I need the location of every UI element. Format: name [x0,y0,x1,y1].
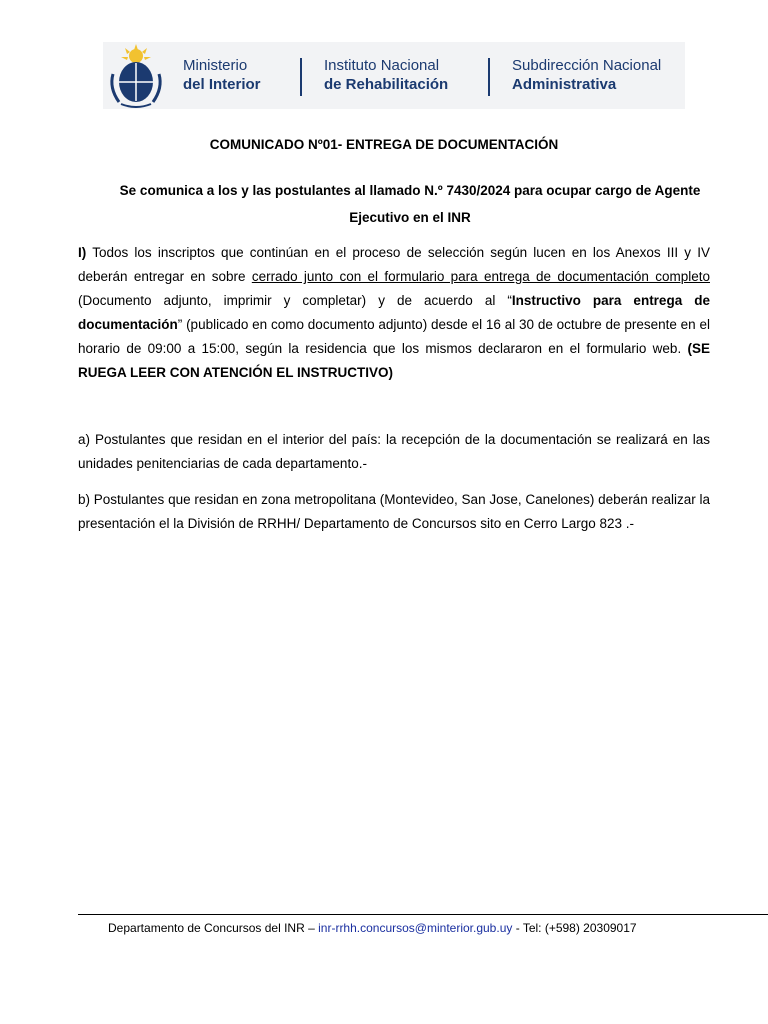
paragraph-3: b) Postulantes que residan en zona metropolitana (Montevideo, San Jose, Canelones) deberán realizar la presentación el la División de RRHH/ Departamento de Concursos sito en Cerro Largo 823 .- [78,492,710,531]
org-subdireccion: Subdirección Nacional Administrativa [512,57,662,93]
document-title: COMUNICADO Nº01- ENTREGA DE DOCUMENTACIÓN [209,137,559,152]
paragraph-1: I) Todos los inscriptos que continúan en el proceso de selección según lucen en los Anexos III y IV deberán entregar en sobre cerrado junto con el formulario para entrega de documentación completo (Documento adjunto, imprimir y completar) y de acuerdo al “Instructivo para entrega de documentación” (publicado en como documento adjunto) desde el 16 al 30 de octubre de presente en el horario de 09:00 a 15:00, según la residencia que los mismos declararon en el formulario web. (SE RUEGA LEER CON ATENCIÓN EL INSTRUCTIVO) [78,245,710,380]
instructivo-name: Instructivo para entrega de documentación [78,293,710,332]
document-subtitle: Se comunica a los y las postulantes al llamado N.º 7430/2024 para ocupar cargo de Agente Ejecutivo en el INR [119,183,701,225]
header-divider [300,58,302,96]
footer: Departamento de Concursos del INR – inr-rrhh.concursos@minterior.gub.uy - Tel: (+598) 20309017 [108,921,637,935]
coat-of-arms-icon [105,44,167,108]
footer-email-link[interactable]: inr-rrhh.concursos@minterior.gub.uy [318,921,513,935]
paragraph-label: I) [78,245,87,260]
org-instituto: Instituto Nacional de Rehabilitación [324,57,449,93]
footer-divider [78,914,768,915]
org-ministerio: Ministerio del Interior [183,57,261,93]
header-divider [488,58,490,96]
underlined-text: cerrado junto con el formulario para entrega de documentación completo [251,269,710,284]
letterhead [103,42,685,109]
paragraph-2: a) Postulantes que residan en el interior del país: la recepción de la documentación se realizará en las unidades penitenciarias de cada departamento.- [78,432,710,471]
bold-note: (SE RUEGA LEER CON ATENCIÓN EL INSTRUCTIVO) [78,341,710,380]
